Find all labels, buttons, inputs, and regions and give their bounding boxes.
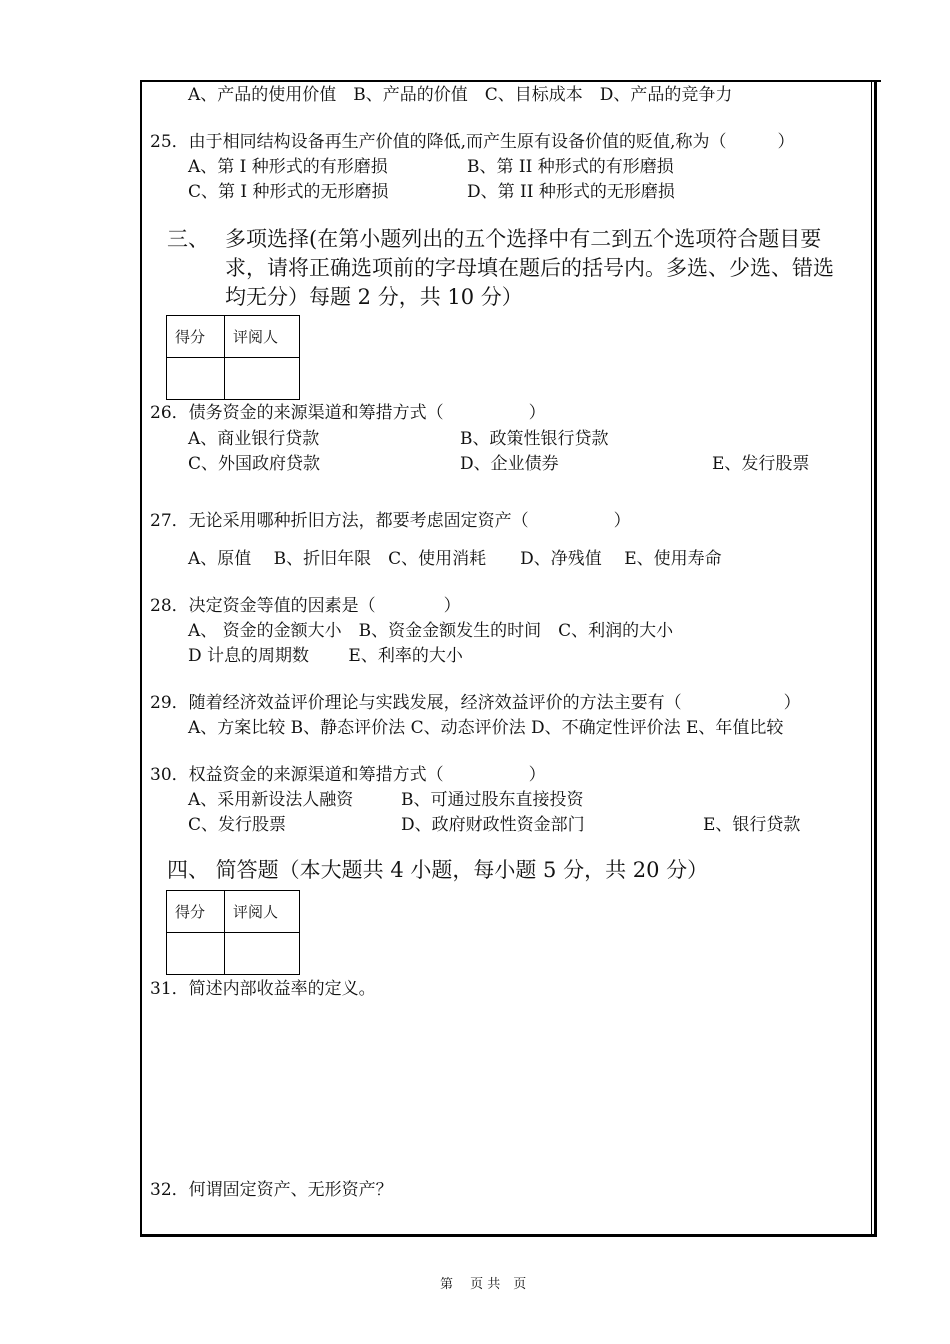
- frame-top-line: [140, 80, 881, 82]
- q26-option-a: A、商业银行贷款: [188, 429, 320, 449]
- q27-options: A、原值 B、折旧年限 C、使用消耗 D、净残值 E、使用寿命: [188, 549, 722, 569]
- q31-stem: 31．简述内部收益率的定义。: [150, 979, 376, 999]
- score-input-cell[interactable]: [167, 358, 225, 400]
- q25-option-c: C、第 I 种形式的无形磨损: [188, 182, 389, 202]
- section3-title-line3: 均无分）每题 2 分，共 10 分）: [225, 285, 523, 309]
- q26-option-c: C、外国政府贷款: [188, 454, 321, 474]
- q30-option-d: D、政府财政性资金部门: [401, 815, 585, 835]
- q26-option-d: D、企业债券: [460, 454, 559, 474]
- reviewer-input-cell[interactable]: [225, 358, 300, 400]
- section3-number: 三、: [167, 227, 209, 251]
- q26-option-e: E、发行股票: [712, 454, 810, 474]
- frame-inner-right-line: [871, 80, 872, 1234]
- q30-option-e: E、银行贷款: [703, 815, 801, 835]
- score-label: 得分: [167, 316, 225, 358]
- q25-stem: 25．由于相同结构设备再生产价值的降低,而产生原有设备价值的贬值,称为（ ）: [150, 132, 795, 152]
- q30-option-c: C、发行股票: [188, 815, 287, 835]
- score-table-section3: [166, 315, 300, 400]
- section4-title: 四、 简答题（本大题共 4 小题，每小题 5 分，共 20 分）: [167, 858, 709, 882]
- score-label: 得分: [167, 891, 225, 933]
- score-table-section4: [166, 890, 300, 975]
- q25-option-d: D、第 II 种形式的无形磨损: [467, 182, 675, 202]
- section3-title-line2: 求，请将正确选项前的字母填在题后的括号内。多选、少选、错选: [225, 256, 834, 280]
- q30-stem: 30．权益资金的来源渠道和筹措方式（ ）: [150, 765, 546, 785]
- q26-option-b: B、政策性银行贷款: [460, 429, 609, 449]
- q30-option-b: B、可通过股东直接投资: [401, 790, 584, 810]
- page-footer: 第 页 共 页: [440, 1277, 527, 1292]
- q29-stem: 29．随着经济效益评价理论与实践发展，经济效益评价的方法主要有（ ）: [150, 693, 801, 713]
- q24-options: A、产品的使用价值 B、产品的价值 C、目标成本 D、产品的竞争力: [188, 85, 733, 105]
- q28-stem: 28．决定资金等值的因素是（ ）: [150, 596, 461, 616]
- q27-stem: 27．无论采用哪种折旧方法，都要考虑固定资产（ ）: [150, 511, 631, 531]
- reviewer-label: 评阅人: [225, 316, 300, 358]
- reviewer-input-cell[interactable]: [225, 933, 300, 975]
- section3-title-line1: 多项选择(在第小题列出的五个选择中有二到五个选项符合题目要: [225, 227, 822, 251]
- reviewer-label: 评阅人: [225, 891, 300, 933]
- score-input-cell[interactable]: [167, 933, 225, 975]
- q26-stem: 26．债务资金的来源渠道和筹措方式（ ）: [150, 403, 546, 423]
- q25-option-a: A、第 I 种形式的有形磨损: [188, 157, 388, 177]
- q30-option-a: A、采用新设法人融资: [188, 790, 354, 810]
- q28-options-line1: A、 资金的金额大小 B、资金金额发生的时间 C、利润的大小: [188, 621, 674, 641]
- q28-options-line2: D 计息的周期数 E、利率的大小: [188, 646, 463, 666]
- q32-stem: 32．何谓固定资产、无形资产？: [150, 1180, 393, 1200]
- q25-option-b: B、第 II 种形式的有形磨损: [467, 157, 674, 177]
- q29-options: A、方案比较 B、静态评价法 C、动态评价法 D、不确定性评价法 E、年值比较: [188, 718, 784, 738]
